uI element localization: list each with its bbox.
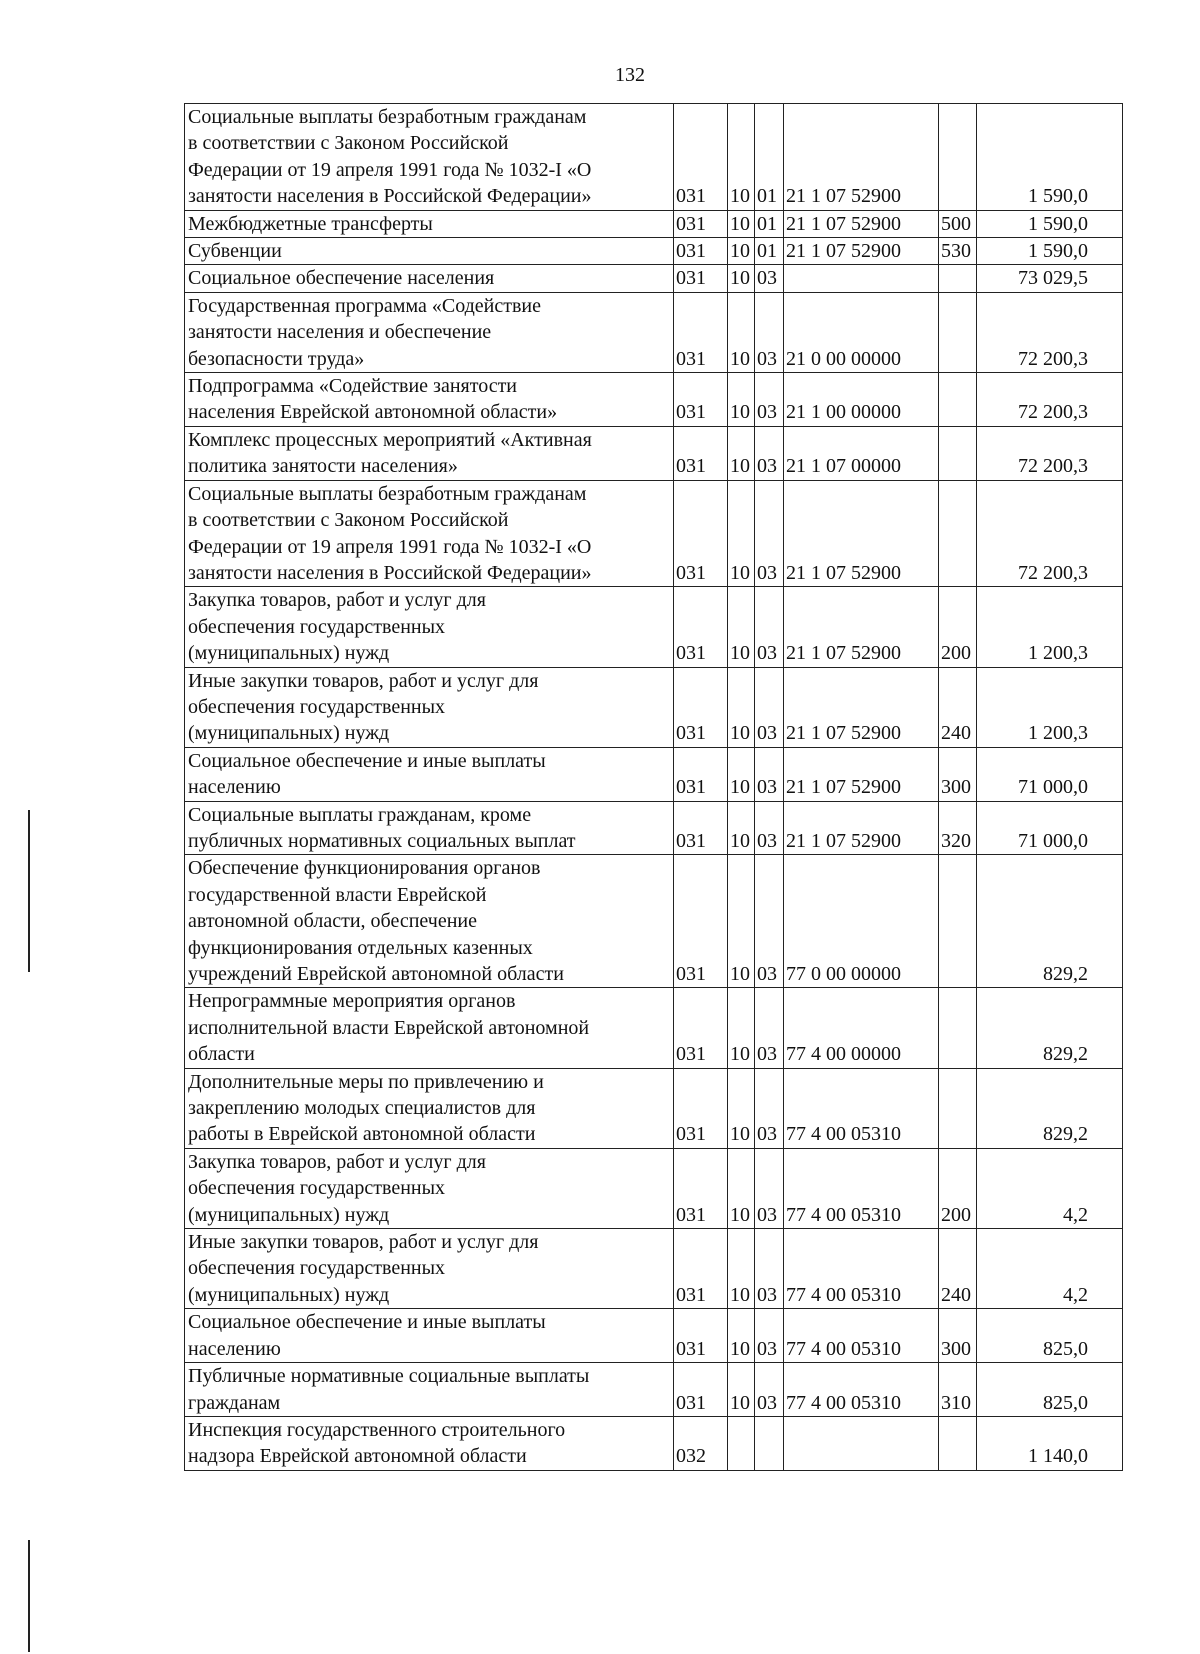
item-name-cell: [185, 1068, 674, 1148]
item-name-line: Непрограммные мероприятия органов: [188, 990, 516, 1013]
target-article-cell: [784, 265, 939, 292]
ministry-code-cell: 031: [674, 292, 728, 372]
section-code-cell: 10: [728, 426, 755, 480]
section-code-cell: 10: [728, 480, 755, 587]
subsection-code-cell: 01: [755, 104, 784, 211]
item-name-cell: [185, 988, 674, 1068]
item-name-cell: [185, 855, 674, 988]
expense-type-cell: [939, 292, 977, 372]
expense-type-cell: [939, 426, 977, 480]
amount-cell: 73 029,5: [977, 265, 1123, 292]
item-name-cell: [185, 373, 674, 427]
item-name-line: занятости населения в Российской Федерации»: [188, 185, 592, 208]
expense-type-cell: [939, 855, 977, 988]
expense-type-cell: 240: [939, 1229, 977, 1309]
ministry-code-cell: 031: [674, 1148, 728, 1228]
page-number: 132: [615, 64, 645, 86]
item-name-line: Закупка товаров, работ и услуг для: [188, 1150, 486, 1173]
item-name-cell: [185, 1363, 674, 1417]
section-code-cell: 10: [728, 373, 755, 427]
ministry-code-cell: 031: [674, 1229, 728, 1309]
table-row: [185, 1416, 1123, 1470]
section-code-cell: 10: [728, 855, 755, 988]
item-name-line: политика занятости населения»: [188, 455, 458, 478]
subsection-code-cell: 03: [755, 1309, 784, 1363]
table-row: [185, 988, 1123, 1068]
ministry-code-cell: 031: [674, 801, 728, 855]
item-name-line: Инспекция государственного строительного: [188, 1418, 566, 1441]
target-article-cell: 77 4 00 05310: [784, 1309, 939, 1363]
expense-type-cell: [939, 265, 977, 292]
amount-cell: 71 000,0: [977, 801, 1123, 855]
target-article-cell: 21 0 00 00000: [784, 292, 939, 372]
subsection-code-cell: 03: [755, 988, 784, 1068]
amount-cell: 829,2: [977, 855, 1123, 988]
subsection-code-cell: 03: [755, 801, 784, 855]
ministry-code-cell: 031: [674, 373, 728, 427]
table-row: [185, 373, 1123, 427]
item-name-line: Дополнительные меры по привлечению и: [188, 1070, 544, 1093]
amount-cell: 829,2: [977, 988, 1123, 1068]
item-name-line: в соответствии с Законом Российской: [188, 509, 509, 532]
item-name-line: населения Еврейской автономной области»: [188, 401, 558, 424]
subsection-code-cell: 03: [755, 373, 784, 427]
expense-type-cell: [939, 1416, 977, 1470]
expense-type-cell: [939, 104, 977, 211]
section-code-cell: 10: [728, 801, 755, 855]
item-name-line: обеспечения государственных: [188, 615, 446, 638]
item-name-line: Социальное обеспечение населения: [188, 267, 495, 290]
item-name-line: Социальные выплаты безработным гражданам: [188, 482, 587, 505]
target-article-cell: 21 1 07 52900: [784, 210, 939, 237]
table-row: [185, 587, 1123, 667]
section-code-cell: 10: [728, 1148, 755, 1228]
expense-type-cell: 310: [939, 1363, 977, 1417]
ministry-code-cell: 031: [674, 587, 728, 667]
item-name-line: (муниципальных) нужд: [188, 1203, 390, 1226]
item-name-cell: [185, 1229, 674, 1309]
margin-line-upper: [28, 810, 30, 972]
table-row: [185, 747, 1123, 801]
subsection-code-cell: 01: [755, 210, 784, 237]
subsection-code-cell: 03: [755, 855, 784, 988]
amount-cell: 71 000,0: [977, 747, 1123, 801]
amount-cell: 72 200,3: [977, 292, 1123, 372]
item-name-cell: [185, 1416, 674, 1470]
table-row: [185, 104, 1123, 211]
item-name-line: надзора Еврейской автономной области: [188, 1445, 527, 1468]
item-name-line: области: [188, 1043, 255, 1066]
item-name-line: Публичные нормативные социальные выплаты: [188, 1365, 590, 1388]
item-name-cell: [185, 1148, 674, 1228]
subsection-code-cell: 03: [755, 747, 784, 801]
table-row: [185, 855, 1123, 988]
target-article-cell: 21 1 07 52900: [784, 480, 939, 587]
item-name-line: Межбюджетные трансферты: [188, 212, 433, 235]
table-row: [185, 426, 1123, 480]
target-article-cell: 21 1 07 52900: [784, 801, 939, 855]
subsection-code-cell: 03: [755, 426, 784, 480]
target-article-cell: 77 4 00 05310: [784, 1363, 939, 1417]
item-name-line: учреждений Еврейской автономной области: [188, 963, 564, 985]
section-code-cell: 10: [728, 238, 755, 265]
section-code-cell: 10: [728, 210, 755, 237]
item-name-line: в соответствии с Законом Российской: [188, 132, 509, 155]
item-name-cell: [185, 426, 674, 480]
subsection-code-cell: 03: [755, 1229, 784, 1309]
item-name-line: работы в Еврейской автономной области: [188, 1123, 536, 1146]
section-code-cell: 10: [728, 1363, 755, 1417]
subsection-code-cell: 03: [755, 265, 784, 292]
section-code-cell: 10: [728, 1068, 755, 1148]
amount-cell: 72 200,3: [977, 480, 1123, 587]
ministry-code-cell: 031: [674, 238, 728, 265]
target-article-cell: 77 4 00 05310: [784, 1148, 939, 1228]
budget-table: [184, 103, 1123, 1471]
table-row: [185, 210, 1123, 237]
item-name-line: населению: [188, 776, 281, 799]
section-code-cell: [728, 1416, 755, 1470]
expense-type-cell: [939, 988, 977, 1068]
target-article-cell: 21 1 07 52900: [784, 104, 939, 211]
target-article-cell: [784, 1416, 939, 1470]
target-article-cell: 21 1 07 52900: [784, 238, 939, 265]
item-name-line: государственной власти Еврейской: [188, 883, 487, 906]
target-article-cell: 21 1 07 00000: [784, 426, 939, 480]
budget-table-body: [185, 104, 1123, 1471]
amount-cell: 1 200,3: [977, 587, 1123, 667]
expense-type-cell: 240: [939, 667, 977, 747]
item-name-cell: [185, 801, 674, 855]
ministry-code-cell: 031: [674, 265, 728, 292]
amount-cell: 1 200,3: [977, 667, 1123, 747]
item-name-line: Субвенции: [188, 240, 282, 263]
table-row: [185, 292, 1123, 372]
expense-type-cell: [939, 1068, 977, 1148]
subsection-code-cell: 03: [755, 587, 784, 667]
item-name-cell: [185, 747, 674, 801]
section-code-cell: 10: [728, 988, 755, 1068]
item-name-line: Закупка товаров, работ и услуг для: [188, 589, 486, 612]
table-row: [185, 1229, 1123, 1309]
ministry-code-cell: 031: [674, 667, 728, 747]
item-name-line: автономной области, обеспечение: [188, 910, 478, 933]
table-row: [185, 801, 1123, 855]
item-name-line: Подпрограмма «Содействие занятости: [188, 375, 518, 398]
item-name-line: (муниципальных) нужд: [188, 722, 390, 745]
amount-cell: 1 590,0: [977, 238, 1123, 265]
item-name-line: Федерации от 19 апреля 1991 года № 1032-I «О: [188, 535, 592, 558]
ministry-code-cell: 031: [674, 1309, 728, 1363]
amount-cell: 72 200,3: [977, 373, 1123, 427]
expense-type-cell: 300: [939, 747, 977, 801]
expense-type-cell: [939, 373, 977, 427]
target-article-cell: 21 1 07 52900: [784, 667, 939, 747]
amount-cell: 1 140,0: [977, 1416, 1123, 1470]
ministry-code-cell: 031: [674, 480, 728, 587]
subsection-code-cell: 03: [755, 1068, 784, 1148]
expense-type-cell: 320: [939, 801, 977, 855]
item-name-line: Федерации от 19 апреля 1991 года № 1032-I «О: [188, 158, 592, 181]
item-name-line: Социальные выплаты гражданам, кроме: [188, 803, 532, 826]
amount-cell: 829,2: [977, 1068, 1123, 1148]
subsection-code-cell: 01: [755, 238, 784, 265]
item-name-cell: [185, 238, 674, 265]
item-name-line: обеспечения государственных: [188, 1177, 446, 1200]
target-article-cell: 77 4 00 00000: [784, 988, 939, 1068]
subsection-code-cell: 03: [755, 667, 784, 747]
item-name-line: безопасности труда»: [188, 347, 365, 370]
item-name-line: Социальное обеспечение и иные выплаты: [188, 749, 546, 772]
item-name-cell: [185, 587, 674, 667]
table-row: [185, 1363, 1123, 1417]
ministry-code-cell: 031: [674, 426, 728, 480]
target-article-cell: 21 1 00 00000: [784, 373, 939, 427]
item-name-line: исполнительной власти Еврейской автономной: [188, 1016, 590, 1039]
target-article-cell: 77 4 00 05310: [784, 1068, 939, 1148]
item-name-line: занятости населения и обеспечение: [188, 321, 492, 344]
table-row: [185, 667, 1123, 747]
item-name-cell: [185, 104, 674, 211]
section-code-cell: 10: [728, 1229, 755, 1309]
table-row: [185, 1148, 1123, 1228]
ministry-code-cell: 031: [674, 988, 728, 1068]
section-code-cell: 10: [728, 1309, 755, 1363]
amount-cell: 825,0: [977, 1309, 1123, 1363]
ministry-code-cell: 031: [674, 104, 728, 211]
item-name-line: функционирования отдельных казенных: [188, 936, 533, 959]
item-name-cell: [185, 210, 674, 237]
subsection-code-cell: [755, 1416, 784, 1470]
item-name-line: Иные закупки товаров, работ и услуг для: [188, 669, 539, 692]
item-name-line: занятости населения в Российской Федерации»: [188, 561, 592, 584]
item-name-line: Государственная программа «Содействие: [188, 294, 542, 317]
table-row: [185, 265, 1123, 292]
expense-type-cell: 200: [939, 587, 977, 667]
section-code-cell: 10: [728, 667, 755, 747]
section-code-cell: 10: [728, 104, 755, 211]
ministry-code-cell: 031: [674, 1363, 728, 1417]
item-name-line: обеспечения государственных: [188, 1257, 446, 1280]
section-code-cell: 10: [728, 292, 755, 372]
amount-cell: 72 200,3: [977, 426, 1123, 480]
table-row: [185, 480, 1123, 587]
expense-type-cell: [939, 480, 977, 587]
item-name-line: Социальные выплаты безработным гражданам: [188, 106, 587, 128]
item-name-line: Социальное обеспечение и иные выплаты: [188, 1311, 546, 1334]
item-name-cell: [185, 667, 674, 747]
subsection-code-cell: 03: [755, 292, 784, 372]
expense-type-cell: 530: [939, 238, 977, 265]
item-name-cell: [185, 1309, 674, 1363]
amount-cell: 1 590,0: [977, 210, 1123, 237]
margin-line-lower: [28, 1540, 30, 1652]
amount-cell: 1 590,0: [977, 104, 1123, 211]
expense-type-cell: 500: [939, 210, 977, 237]
item-name-line: Обеспечение функционирования органов: [188, 857, 541, 880]
item-name-line: (муниципальных) нужд: [188, 1283, 390, 1306]
ministry-code-cell: 032: [674, 1416, 728, 1470]
table-row: [185, 1068, 1123, 1148]
item-name-line: Иные закупки товаров, работ и услуг для: [188, 1231, 539, 1254]
item-name-cell: [185, 480, 674, 587]
subsection-code-cell: 03: [755, 480, 784, 587]
item-name-line: Комплекс процессных мероприятий «Активная: [188, 428, 592, 451]
item-name-line: публичных нормативных социальных выплат: [188, 829, 576, 852]
ministry-code-cell: 031: [674, 855, 728, 988]
amount-cell: 825,0: [977, 1363, 1123, 1417]
amount-cell: 4,2: [977, 1148, 1123, 1228]
expense-type-cell: 300: [939, 1309, 977, 1363]
item-name-line: (муниципальных) нужд: [188, 642, 390, 665]
item-name-line: гражданам: [188, 1391, 281, 1414]
section-code-cell: 10: [728, 265, 755, 292]
ministry-code-cell: 031: [674, 210, 728, 237]
item-name-cell: [185, 292, 674, 372]
item-name-line: обеспечения государственных: [188, 695, 446, 718]
target-article-cell: 77 4 00 05310: [784, 1229, 939, 1309]
ministry-code-cell: 031: [674, 1068, 728, 1148]
ministry-code-cell: 031: [674, 747, 728, 801]
amount-cell: 4,2: [977, 1229, 1123, 1309]
target-article-cell: 21 1 07 52900: [784, 587, 939, 667]
subsection-code-cell: 03: [755, 1148, 784, 1228]
item-name-line: населению: [188, 1337, 281, 1360]
expense-type-cell: 200: [939, 1148, 977, 1228]
section-code-cell: 10: [728, 587, 755, 667]
target-article-cell: 21 1 07 52900: [784, 747, 939, 801]
target-article-cell: 77 0 00 00000: [784, 855, 939, 988]
item-name-cell: [185, 265, 674, 292]
item-name-line: закреплению молодых специалистов для: [188, 1097, 536, 1120]
table-row: [185, 1309, 1123, 1363]
table-row: [185, 238, 1123, 265]
subsection-code-cell: 03: [755, 1363, 784, 1417]
section-code-cell: 10: [728, 747, 755, 801]
